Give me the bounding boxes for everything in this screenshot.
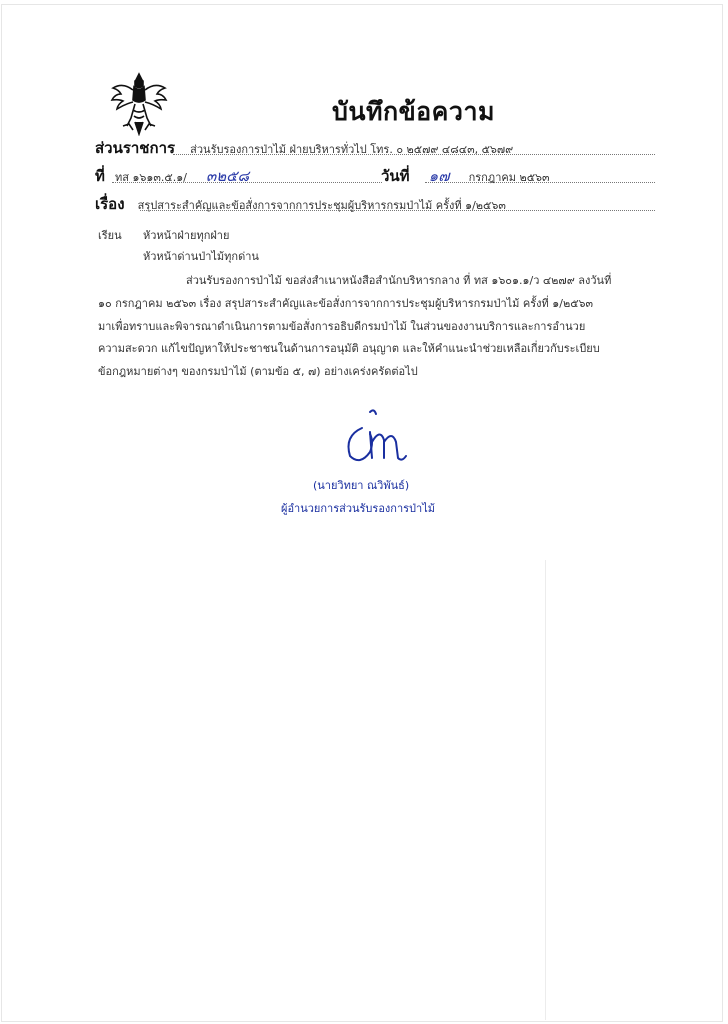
body-line-3: มาเพื่อทราบและพิจารณาดำเนินการตามข้อสั่งการอธิบดีกรมป่าไม้ ในส่วนของงานบริการและการอำนวย xyxy=(98,320,586,333)
date-day-handwritten: ๑๗ xyxy=(428,167,450,185)
reference-number-handwritten: ๓๒๕๘ xyxy=(206,167,250,185)
agency-label: ส่วนราชการ xyxy=(95,139,176,157)
scan-edge-line xyxy=(545,560,546,1020)
subject-label: เรื่อง xyxy=(95,195,125,213)
subject-row xyxy=(95,192,506,216)
reference-row xyxy=(95,164,249,188)
agency-value: ส่วนรับรองการป่าไม้ ฝ่ายบริหารทั่วไป โทร. ๐ ๒๕๗๙ ๔๘๔๓, ๕๖๗๙ xyxy=(190,143,514,156)
reference-label: ที่ xyxy=(95,167,105,185)
date-dotted-line xyxy=(425,182,655,183)
date-row xyxy=(381,164,550,188)
addressee-line-2: หัวหน้าด่านป่าไม้ทุกด่าน xyxy=(143,250,259,263)
body-line-4: ความสะดวก แก้ไขปัญหาให้ประชาชนในด้านการอนุมัติ อนุญาต และให้คำแนะนำช่วยเหลือเกี่ยวกับระเบียบ xyxy=(98,342,600,355)
signatory-name: (นายวิทยา ณวิพันธ์) xyxy=(313,479,410,492)
agency-row xyxy=(95,136,513,160)
subject-dotted-line xyxy=(140,210,655,211)
date-label: วันที่ xyxy=(381,167,410,185)
reference-value: ทส ๑๖๑๓.๕.๑/ xyxy=(114,171,187,184)
addressee-label: เรียน xyxy=(98,229,122,242)
date-month-year: กรกฎาคม ๒๕๖๓ xyxy=(468,171,550,184)
body-line-1: ส่วนรับรองการป่าไม้ ขอส่งสำเนาหนังสือสำนักบริหารกลาง ที่ ทส ๑๖๐๑.๑/ว ๔๒๗๙ ลงวันที่ xyxy=(186,274,612,287)
body-line-5: ข้อกฎหมายต่างๆ ของกรมป่าไม้ (ตามข้อ ๕, ๗) อย่างเคร่งครัดต่อไป xyxy=(98,365,418,378)
subject-value: สรุปสาระสำคัญและข้อสั่งการจากการประชุมผู้บริหารกรมป่าไม้ ครั้งที่ ๑/๒๕๖๓ xyxy=(137,199,506,212)
addressee-line-1: หัวหน้าฝ่ายทุกฝ่าย xyxy=(143,229,230,242)
memo-title: บันทึกข้อความ xyxy=(332,97,495,126)
agency-dotted-line xyxy=(173,154,655,155)
body-line-2: ๑๐ กรกฎาคม ๒๕๖๓ เรื่อง สรุปสาระสำคัญและข้อสั่งการจากการประชุมผู้บริหารกรมป่าไม้ ครั้งที่ ๑/๒๕๖๓ xyxy=(98,297,594,310)
reference-dotted-line xyxy=(112,182,382,183)
handwritten-signature xyxy=(340,406,410,470)
signatory-position: ผู้อำนวยการส่วนรับรองการป่าไม้ xyxy=(281,502,435,515)
garuda-emblem-icon xyxy=(109,70,169,136)
